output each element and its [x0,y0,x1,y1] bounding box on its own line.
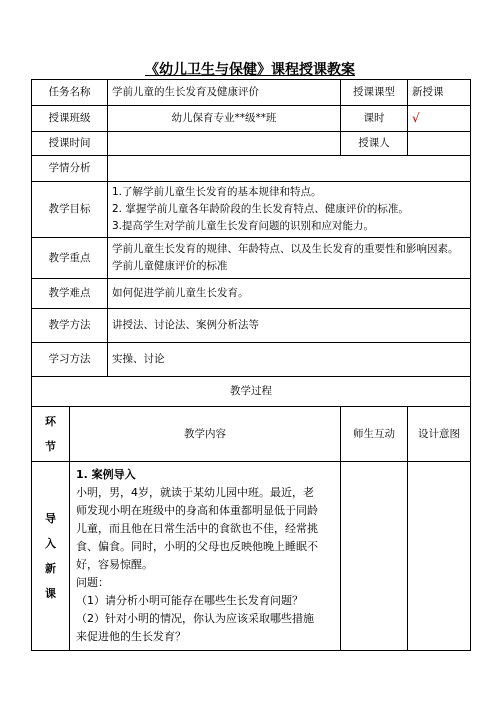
analysis-label: 学情分析 [32,156,108,182]
difficulty-value: 如何促进学前儿童生长发育。 [108,279,471,309]
learning-label: 学习方法 [32,343,108,377]
objective-item: 1.了解学前儿童生长发育的基本规律和特点。 [112,186,322,198]
content-line: （2）针对小明的情况，你认为应该采取哪些措施 [76,612,314,625]
interaction-header: 师生互动 [341,407,408,462]
stage-header: 环 节 [32,407,70,462]
class-label: 授课班级 [32,106,108,132]
intent-header: 设计意图 [408,407,471,462]
objectives-content [108,182,471,238]
class-value: 幼儿保育专业**级**班 [108,106,341,132]
objectives-label: 教学目标 [32,182,108,238]
task-label: 任务名称 [32,80,108,106]
objective-item: 3.提高学生对学前儿童生长发育问题的识别和应对能力。 [112,220,375,232]
task-value: 学前儿童的生长发育及健康评价 [108,80,341,106]
time-label: 授课时间 [32,132,108,156]
learning-value: 实操、讨论 [108,343,471,377]
key-point-item: 学前儿童健康评价的标准 [112,260,228,272]
content-header: 教学内容 [70,407,341,462]
process-heading: 教学过程 [32,377,471,407]
objective-item: 2. 掌握学前儿童各年龄阶段的生长发育特点、健康评价的标准。 [112,203,409,215]
content-line: （1）请分析小明可能存在哪些生长发育问题？ [76,594,303,607]
stage-intro-cell: 导 入 新 课 [32,462,70,651]
case-subtitle: 1. 案例导入 [76,468,136,481]
intro-content [70,462,341,651]
content-line: 小明，男，4岁，就读于某幼儿园中班。最近，老 [76,486,314,499]
page-title: 《幼儿卫生与保健》课程授课教案 [145,62,355,78]
content-line: 问题： [76,576,109,589]
content-line: 师发现小明在班级中的身高和体重都明显低于同龄 [76,504,318,517]
teacher-value [408,132,471,156]
methods-label: 教学方法 [32,309,108,343]
key-point-item: 学前儿童生长发育的规律、年龄特点、以及生长发育的重要性和影响因素。 [112,243,459,255]
hours-check-mark: √ [408,106,471,132]
content-line: 儿童，而且他在日常生活中的食欲也不佳，经常挑 [76,522,318,535]
content-line: 好，容易惊醒。 [76,558,153,571]
intent-cell [408,462,471,651]
lesson-type-value: 新授课 [408,80,471,106]
analysis-value [108,156,471,182]
methods-value: 讲授法、讨论法、案例分析法等 [108,309,471,343]
key-points-label: 教学重点 [32,238,108,279]
time-value [108,132,341,156]
teacher-label: 授课人 [341,132,408,156]
interaction-cell [341,462,408,651]
content-line: 来促进他的生长发育？ [76,630,186,643]
difficulty-label: 教学难点 [32,279,108,309]
key-points-content [108,238,471,279]
content-line: 食、偏食。同时，小明的父母也反映他晚上睡眠不 [76,540,318,553]
lesson-plan-table [31,79,471,651]
hours-label: 课时 [341,106,408,132]
lesson-type-label: 授课课型 [341,80,408,106]
